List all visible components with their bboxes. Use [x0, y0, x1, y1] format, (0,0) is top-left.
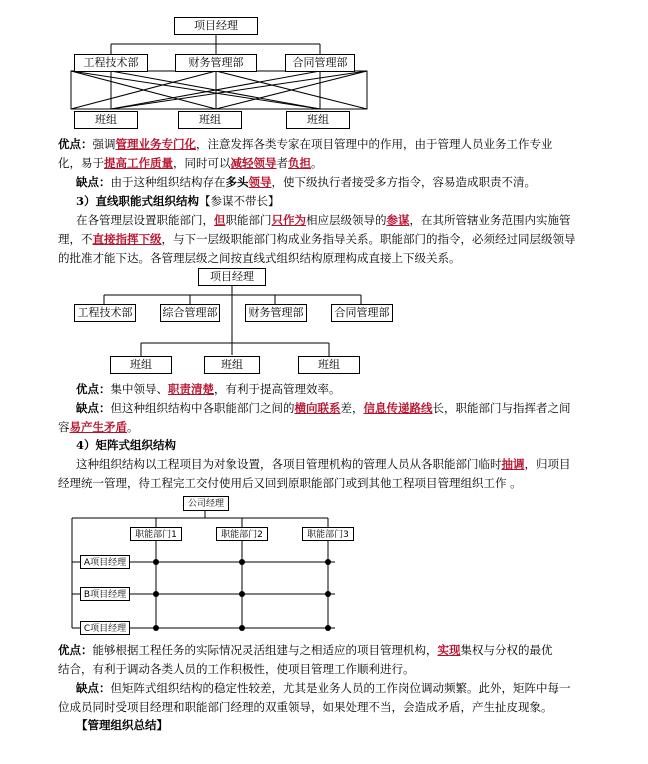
d3-dept-box: 职能部门3 [302, 527, 354, 541]
d1-team-box: 班组 [74, 111, 138, 129]
sec4-adv-line2: 结合，有利于调动各类人员的工作积极性，使项目管理工作顺利进行。 [58, 662, 415, 676]
sec3-dis-line2: 容易产生矛盾。 [58, 420, 139, 434]
sec2-adv-line2: 化，易于提高工作质量，同时可以减轻领导者负担。 [58, 156, 323, 170]
d3-pm-box: A项目经理 [80, 555, 130, 569]
d3-top-box: 公司经理 [183, 496, 229, 511]
d1-team-box: 班组 [178, 111, 242, 129]
d3-dept-box: 职能部门1 [130, 527, 182, 541]
d2-dept-box: 工程技术部 [74, 304, 136, 322]
sec4-para-line2: 经理统一管理，待工程完工交付使用后又回到原职能部门或到其他工程项目管理组织工作 。 [58, 476, 522, 490]
sec2-dis: 缺点：由于这种组织结构存在多头领导，使下级执行者接受多方指令，容易造成职责不清。 [76, 175, 536, 189]
d2-team-box: 班组 [110, 356, 172, 374]
sec3-para-line2: 理，不直接指挥下级，与下一层级职能部门构成业务指导关系。职能部门的指令，必须经过同层级领导 [58, 232, 576, 246]
summary-heading: 【管理组织总结】 [76, 718, 168, 732]
sec2-adv-line1: 优点：强调管理业务专门化，注意发挥各类专家在项目管理中的作用，由于管理人员业务工作专业 [58, 137, 553, 151]
sec3-heading: 3）直线职能式组织结构【参谋不带长】 [76, 194, 280, 208]
sec3-para-line3: 的批准才能下达。各管理层级之间按直线式组织结构原理构成直接上下级关系。 [58, 251, 461, 265]
d1-dept-box: 工程技术部 [74, 54, 148, 72]
d3-pm-box: C项目经理 [80, 621, 130, 635]
sec4-adv-line1: 优点：能够根据工程任务的实际情况灵活组建与之相适应的项目管理机构，实现集权与分权的最优 [58, 643, 553, 657]
sec3-para-line1: 在各管理层设置职能部门，但职能部门只作为相应层级领导的参谋，在其所管辖业务范围内实施管 [76, 213, 571, 227]
d1-team-box: 班组 [286, 111, 350, 129]
d3-dept-box: 职能部门2 [216, 527, 268, 541]
sec4-dis-line1: 缺点：但矩阵式组织结构的稳定性较差，尤其是业务人员的工作岗位调动频繁。此外，矩阵中每一 [76, 681, 571, 695]
d2-dept-box: 合同管理部 [331, 304, 393, 322]
d2-dept-box: 综合管理部 [160, 304, 220, 322]
sec3-dis-line1: 缺点：但这种组织结构中各职能部门之间的横向联系差，信息传递路线长，职能部门与指挥者之间 [76, 401, 571, 415]
sec3-adv: 优点：集中领导、职责清楚，有利于提高管理效率。 [76, 382, 341, 396]
d2-top-box: 项目经理 [198, 268, 266, 286]
d3-pm-box: B项目经理 [80, 587, 130, 601]
d1-dept-box: 合同管理部 [285, 54, 355, 72]
d2-dept-box: 财务管理部 [245, 304, 307, 322]
sec4-para-line1: 这种组织结构以工程项目为对象设置，各项目管理机构的管理人员从各职能部门临时抽调，归项目 [76, 457, 571, 471]
d2-team-box: 班组 [204, 356, 260, 374]
sec4-heading: 4）矩阵式组织结构 [76, 438, 177, 452]
d2-team-box: 班组 [298, 356, 360, 374]
d1-top-box: 项目经理 [174, 17, 258, 35]
sec4-dis-line2: 位成员同时受项目经理和职能部门经理的双重领导，如果处理不当，会造成矛盾，产生扯皮现象。 [58, 700, 553, 714]
d1-dept-box: 财务管理部 [175, 54, 257, 72]
